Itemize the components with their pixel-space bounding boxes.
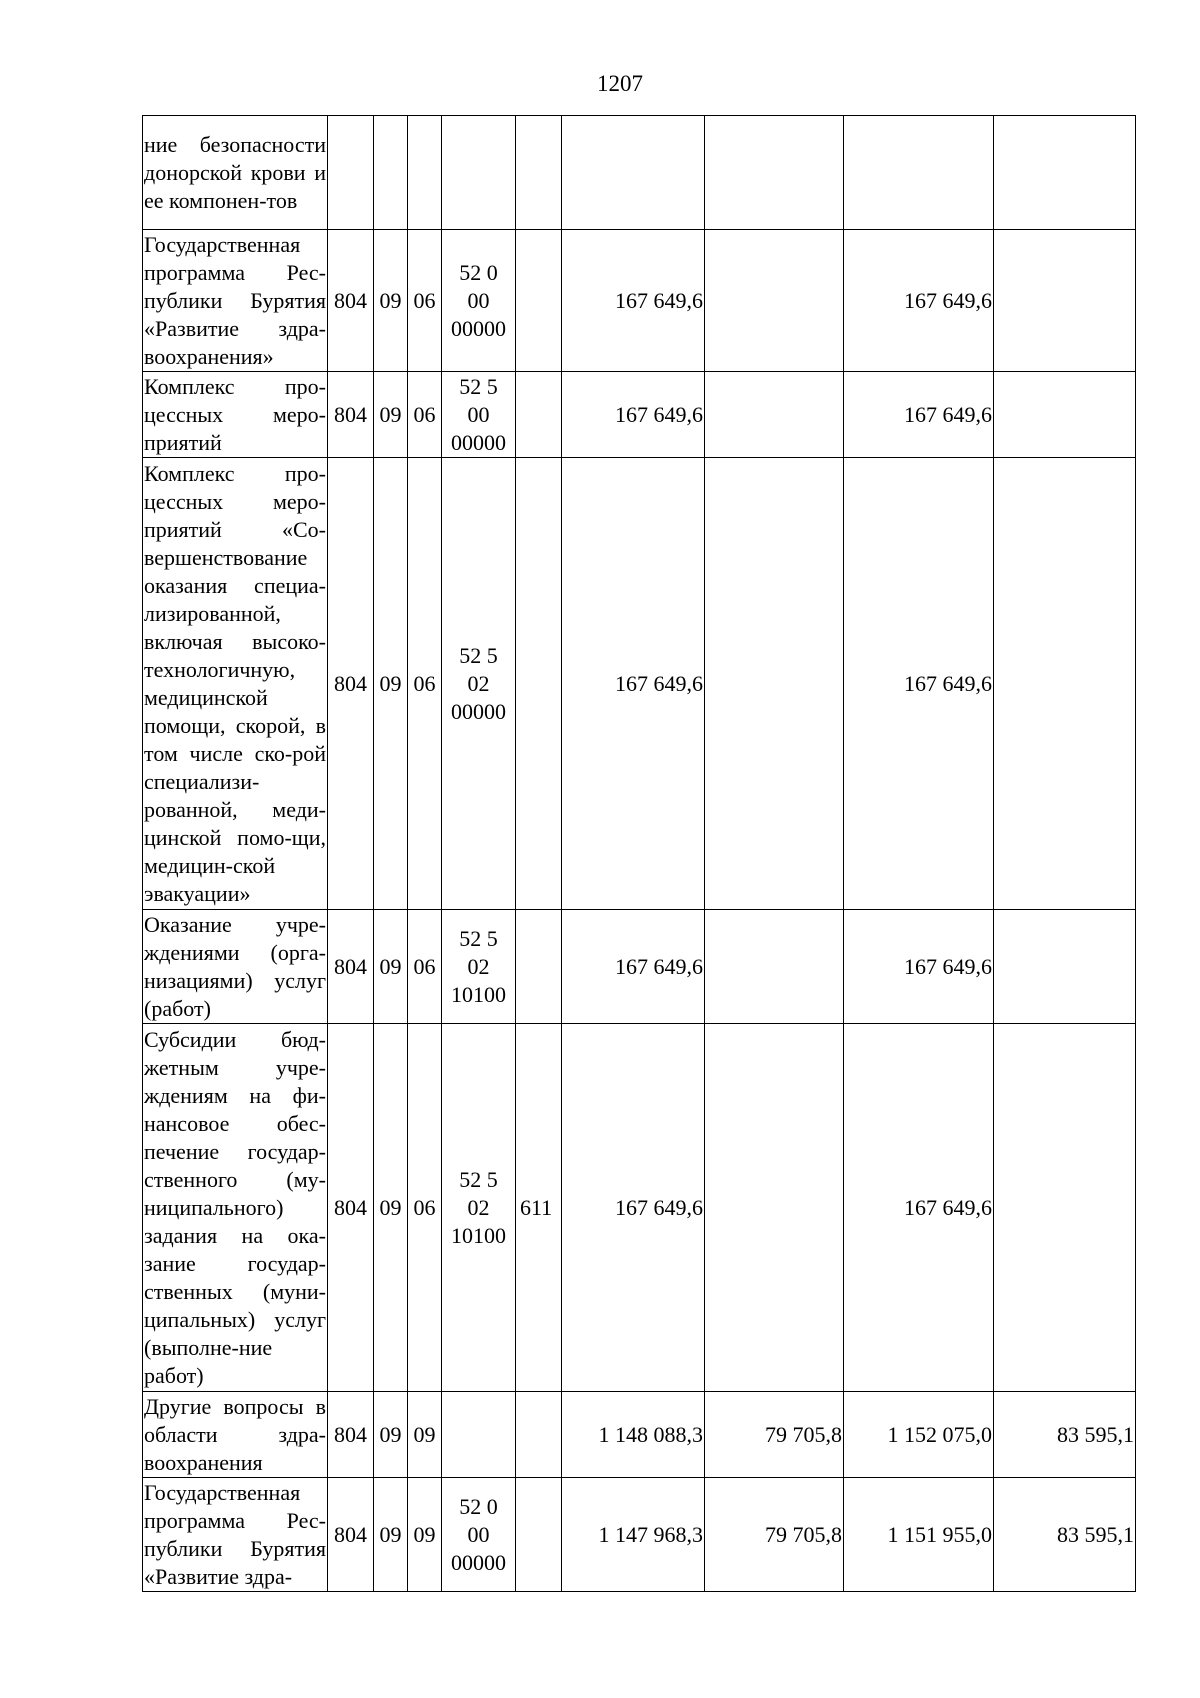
rz-cell: 09: [374, 230, 408, 372]
amount-1-cell: 167 649,6: [562, 1024, 705, 1392]
amount-3-cell: 167 649,6: [844, 458, 994, 910]
pr-cell: 06: [408, 458, 442, 910]
amount-3-cell: 167 649,6: [844, 1024, 994, 1392]
amount-3-cell: 1 151 955,0: [844, 1478, 994, 1592]
amount-2-cell: 79 705,8: [705, 1478, 844, 1592]
amount-1-cell: 167 649,6: [562, 372, 705, 458]
table-row: [143, 116, 1136, 230]
amount-4-cell: [994, 910, 1136, 1024]
row-name-cell: Комплекс про-цессных меро-приятий: [143, 372, 328, 458]
amount-4-cell: [994, 230, 1136, 372]
table-row: [143, 1024, 1136, 1392]
target-article-cell: [442, 1392, 516, 1478]
amount-4-cell: [994, 116, 1136, 230]
row-name-cell: ние безопасности донорской крови и ее компонен-тов: [143, 116, 328, 230]
target-article-cell: 52 0 00 00000: [442, 1478, 516, 1592]
row-name-cell: Оказание учре-ждениями (орга-низациями) услуг (работ): [143, 910, 328, 1024]
rz-cell: [374, 116, 408, 230]
target-article-cell: 52 5 00 00000: [442, 372, 516, 458]
row-name-cell: Другие вопросы в области здра-воохранения: [143, 1392, 328, 1478]
expense-type-cell: [516, 116, 562, 230]
amount-1-cell: 1 147 968,3: [562, 1478, 705, 1592]
amount-1-cell: 167 649,6: [562, 910, 705, 1024]
expense-type-cell: 611: [516, 1024, 562, 1392]
expense-type-cell: [516, 1478, 562, 1592]
table-row: [143, 230, 1136, 372]
amount-3-cell: 1 152 075,0: [844, 1392, 994, 1478]
pr-cell: 06: [408, 1024, 442, 1392]
pr-cell: 09: [408, 1392, 442, 1478]
amount-2-cell: [705, 1024, 844, 1392]
table-row: [143, 1392, 1136, 1478]
pr-cell: [408, 116, 442, 230]
rz-cell: 09: [374, 910, 408, 1024]
pr-cell: 06: [408, 372, 442, 458]
amount-2-cell: [705, 458, 844, 910]
target-article-cell: 52 5 02 10100: [442, 1024, 516, 1392]
target-article-cell: 52 5 02 10100: [442, 910, 516, 1024]
ved-cell: 804: [328, 910, 374, 1024]
amount-4-cell: [994, 1024, 1136, 1392]
amount-2-cell: [705, 230, 844, 372]
amount-4-cell: 83 595,1: [994, 1392, 1136, 1478]
expense-type-cell: [516, 910, 562, 1024]
rz-cell: 09: [374, 372, 408, 458]
ved-cell: 804: [328, 1024, 374, 1392]
page-number: 1207: [597, 71, 643, 96]
rz-cell: 09: [374, 1478, 408, 1592]
ved-cell: 804: [328, 1392, 374, 1478]
pr-cell: 06: [408, 910, 442, 1024]
amount-2-cell: [705, 910, 844, 1024]
expense-type-cell: [516, 1392, 562, 1478]
table-row: [143, 458, 1136, 910]
rz-cell: 09: [374, 1392, 408, 1478]
table-row: [143, 1478, 1136, 1592]
row-name-cell: Субсидии бюд-жетным учре-ждениям на фи-нансовое обес-печение государ-ственного (му-ниципального) задания на ока-зание государ-ственных (муни-ципальных) услуг (выполне-ние работ): [143, 1024, 328, 1392]
amount-1-cell: 167 649,6: [562, 458, 705, 910]
amount-3-cell: 167 649,6: [844, 372, 994, 458]
table-row: [143, 372, 1136, 458]
budget-table: [142, 115, 1136, 1592]
amount-2-cell: [705, 116, 844, 230]
amount-1-cell: 167 649,6: [562, 230, 705, 372]
expense-type-cell: [516, 230, 562, 372]
table-row: [143, 910, 1136, 1024]
ved-cell: 804: [328, 1478, 374, 1592]
target-article-cell: 52 0 00 00000: [442, 230, 516, 372]
ved-cell: 804: [328, 230, 374, 372]
amount-1-cell: [562, 116, 705, 230]
expense-type-cell: [516, 372, 562, 458]
ved-cell: 804: [328, 372, 374, 458]
amount-4-cell: [994, 458, 1136, 910]
amount-3-cell: 167 649,6: [844, 230, 994, 372]
amount-3-cell: [844, 116, 994, 230]
rz-cell: 09: [374, 458, 408, 910]
row-name-cell: Государственная программа Рес-публики Бурятия «Развитие здра-воохранения»: [143, 230, 328, 372]
pr-cell: 06: [408, 230, 442, 372]
amount-3-cell: 167 649,6: [844, 910, 994, 1024]
row-name-cell: Комплекс про-цессных меро-приятий «Со-вершенствование оказания специа-лизированной, включая высоко-технологичную, медицинской помощи, скорой, в том числе ско-рой специализи-рованной, меди-цинской помо-щи, медицин-ской эвакуации»: [143, 458, 328, 910]
amount-4-cell: 83 595,1: [994, 1478, 1136, 1592]
amount-2-cell: [705, 372, 844, 458]
row-name-cell: Государственная программа Рес-публики Бурятия «Развитие здра-: [143, 1478, 328, 1592]
ved-cell: [328, 116, 374, 230]
rz-cell: 09: [374, 1024, 408, 1392]
amount-2-cell: 79 705,8: [705, 1392, 844, 1478]
pr-cell: 09: [408, 1478, 442, 1592]
amount-4-cell: [994, 372, 1136, 458]
target-article-cell: 52 5 02 00000: [442, 458, 516, 910]
target-article-cell: [442, 116, 516, 230]
amount-1-cell: 1 148 088,3: [562, 1392, 705, 1478]
expense-type-cell: [516, 458, 562, 910]
ved-cell: 804: [328, 458, 374, 910]
